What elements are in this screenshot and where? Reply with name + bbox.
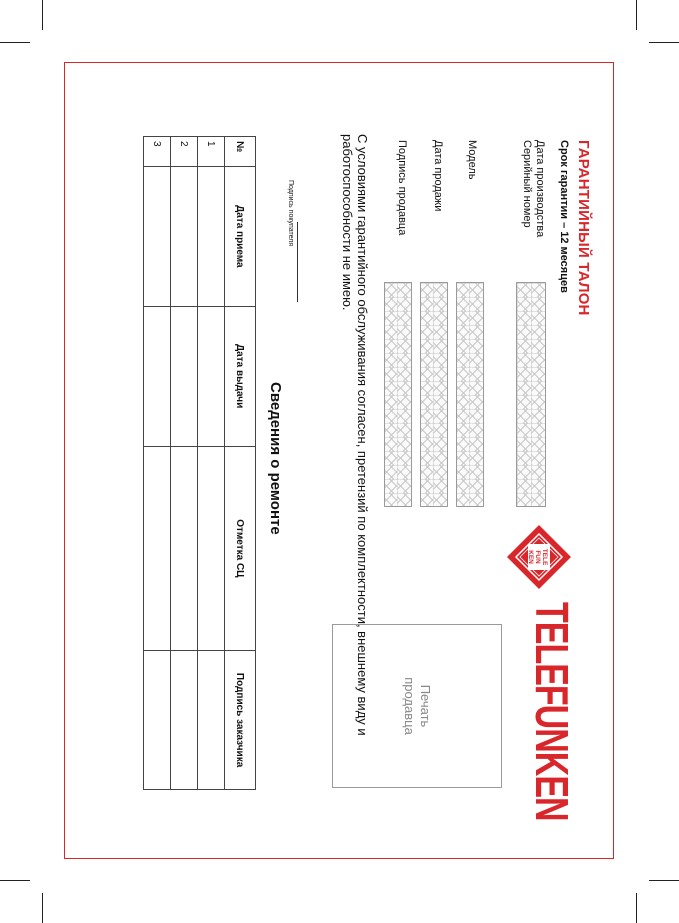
buyer-signature-line[interactable]: [297, 222, 298, 302]
table-row: [198, 137, 225, 790]
crop-mark: [649, 880, 679, 881]
warranty-term: Срок гарантии – 12 месяцев: [558, 140, 570, 293]
issue-date-cell[interactable]: [171, 306, 198, 446]
table-row: [144, 137, 171, 790]
production-date-label: Дата производства: [534, 140, 546, 238]
production-serial-field[interactable]: [516, 282, 546, 507]
crop-mark: [0, 42, 30, 43]
seller-stamp-box: Печать продавца: [332, 624, 502, 788]
serial-number-label: Серийный номер: [521, 140, 533, 228]
crop-mark: [636, 893, 637, 923]
column-header-issue-date: Дата выдачи: [225, 306, 256, 446]
card-title: ГАРАНТИЙНЫЙ ТАЛОН: [575, 140, 592, 316]
repair-heading: Сведения о ремонте: [267, 382, 284, 535]
warranty-card: [64, 62, 614, 859]
sale-date-field[interactable]: [420, 282, 448, 507]
column-header-receive-date: Дата приема: [225, 166, 256, 306]
model-label: Модель: [466, 140, 478, 180]
service-mark-cell[interactable]: [144, 446, 171, 651]
crop-mark: [42, 893, 43, 923]
buyer-signature-label: Подпись покупателя: [287, 180, 294, 247]
service-mark-cell[interactable]: [198, 446, 225, 651]
row-number: 3: [144, 137, 171, 167]
consent-text: С условиями гарантийного обслуживания согласен, претензий по комплектности, внешнему виду и работоспособности не имею.: [340, 134, 370, 736]
logo-letters-line-3: KEN: [527, 550, 534, 564]
seller-signature-label: Подпись продавца: [396, 140, 408, 236]
receive-date-cell[interactable]: [198, 166, 225, 306]
customer-signature-cell[interactable]: [144, 651, 171, 790]
repair-table-header: [225, 137, 256, 790]
sale-date-label: Дата продажи: [432, 140, 444, 212]
model-field[interactable]: [456, 282, 484, 507]
crop-mark: [636, 0, 637, 30]
issue-date-cell[interactable]: [144, 306, 171, 446]
service-mark-cell[interactable]: [171, 446, 198, 651]
repair-table: [143, 136, 256, 790]
customer-signature-cell[interactable]: [198, 651, 225, 790]
logo-letters-line-1: TELE: [541, 548, 548, 566]
column-header-service-mark: Отметка СЦ: [225, 446, 256, 651]
seller-signature-field[interactable]: [384, 282, 412, 507]
column-header-number: №: [225, 137, 256, 167]
row-number: 1: [198, 137, 225, 167]
brand-name: TELEFUNKEN: [525, 602, 577, 821]
row-number: 2: [171, 137, 198, 167]
logo-letters-line-2: FUN: [534, 550, 541, 564]
crop-mark: [649, 42, 679, 43]
receive-date-cell[interactable]: [171, 166, 198, 306]
crop-mark: [0, 880, 30, 881]
customer-signature-cell[interactable]: [171, 651, 198, 790]
issue-date-cell[interactable]: [198, 306, 225, 446]
column-header-customer-signature: Подпись заказчика: [225, 651, 256, 790]
table-row: [171, 137, 198, 790]
receive-date-cell[interactable]: [144, 166, 171, 306]
crop-mark: [42, 0, 43, 30]
telefunken-logo-icon: [506, 524, 572, 590]
